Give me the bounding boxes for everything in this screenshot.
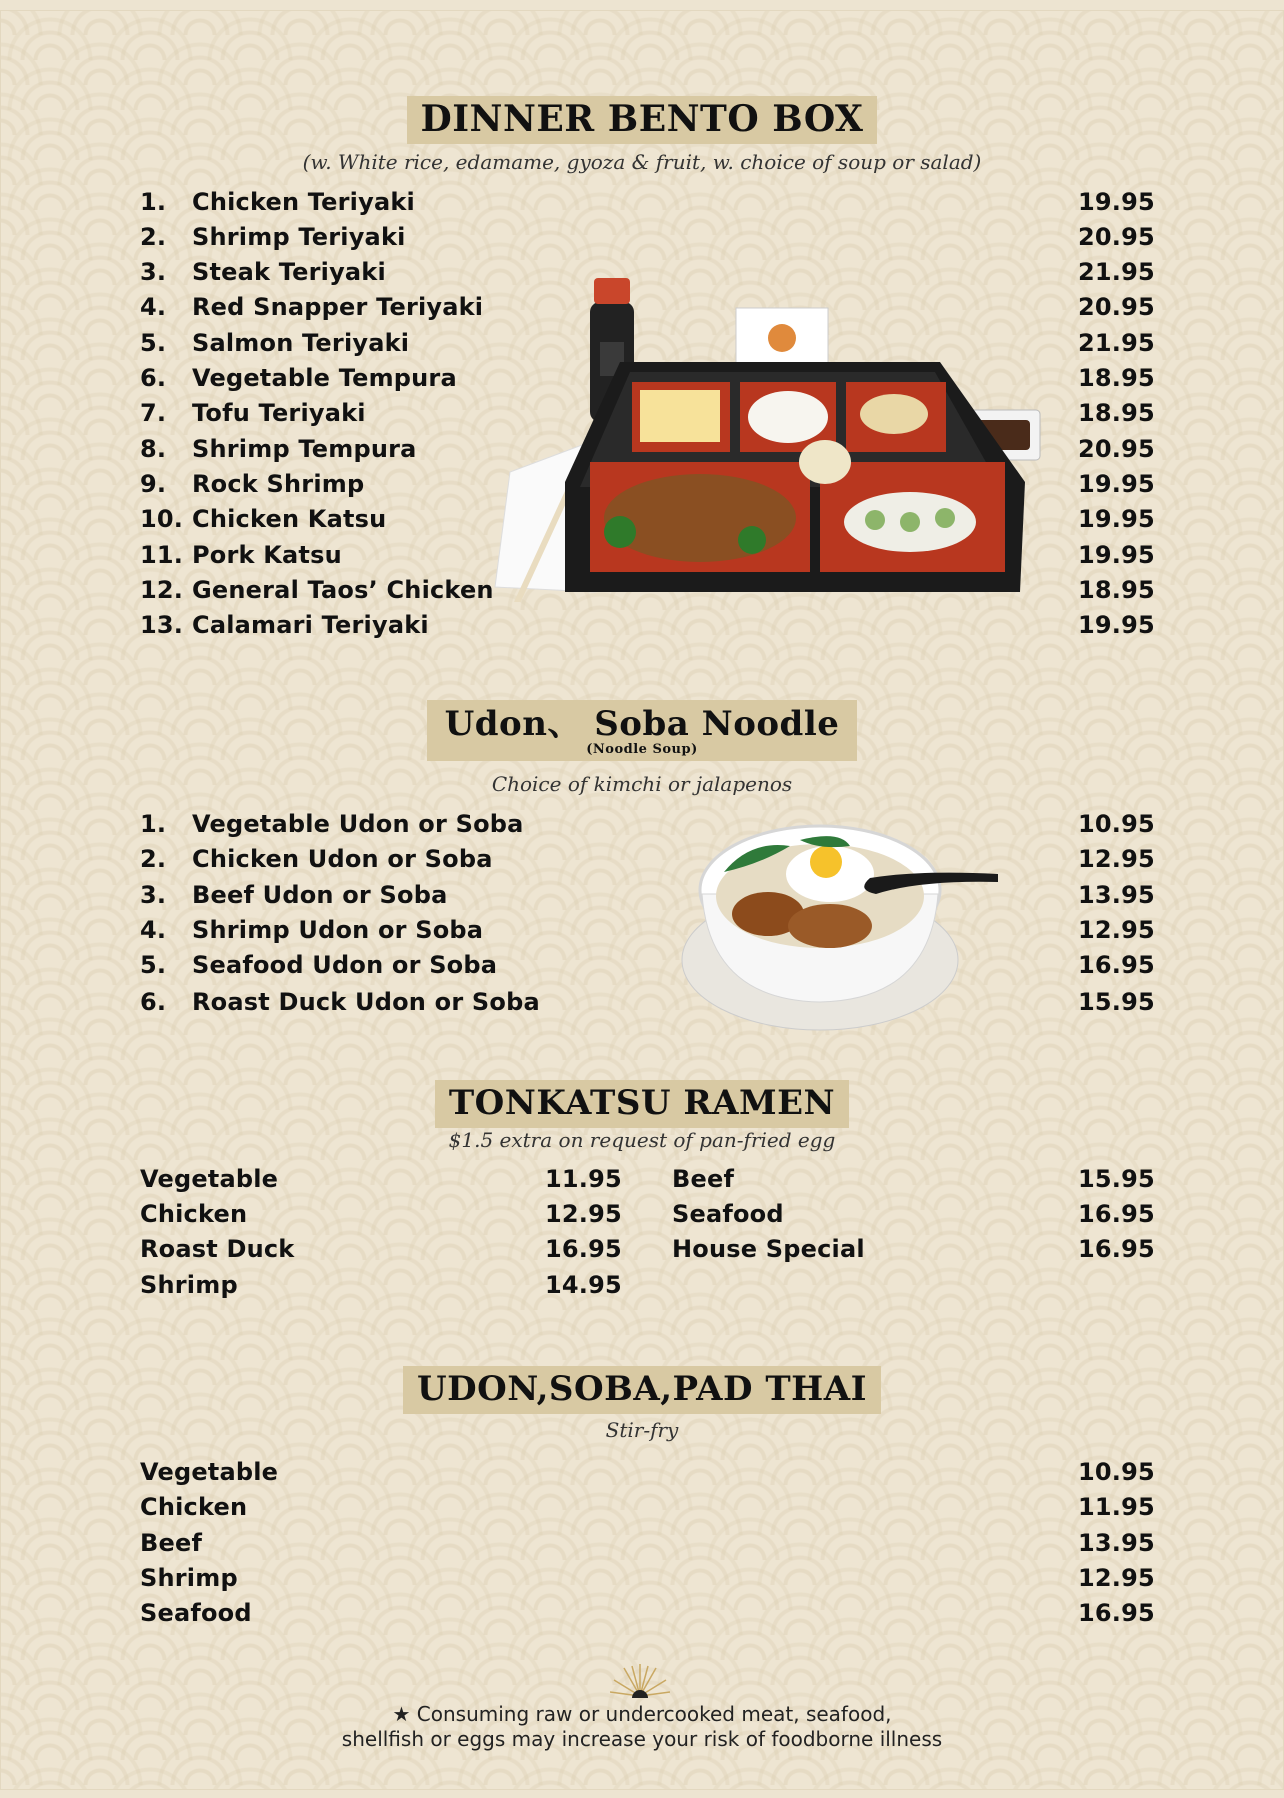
footer-warning <box>0 1702 1284 1752</box>
stirfry-header <box>0 1366 1284 1414</box>
noodle-title-band <box>427 700 858 761</box>
bento-header <box>0 96 1284 144</box>
footer-line-2: shellfish or eggs may increase your risk of foodborne illness <box>341 1727 943 1751</box>
noodle-title-small: (Noodle Soup) <box>586 742 698 757</box>
bento-box-photo <box>490 272 1060 602</box>
list-item: House Special 16.95 <box>672 1235 1155 1263</box>
list-item: Shrimp 12.95 <box>140 1564 1155 1592</box>
footer-line-1: ★ Consuming raw or undercooked meat, seafood, <box>392 1702 892 1726</box>
bento-title: DINNER BENTO BOX <box>407 96 878 144</box>
list-item: Chicken 11.95 <box>140 1493 1155 1521</box>
noodle-title: Udon、 Soba Noodle <box>444 704 840 744</box>
list-item: Seafood 16.95 <box>672 1200 1155 1228</box>
noodle-header <box>0 700 1284 761</box>
ramen-title: TONKATSU RAMEN <box>435 1080 849 1128</box>
list-item: Beef 13.95 <box>140 1529 1155 1557</box>
list-item: Roast Duck 16.95 <box>140 1235 622 1263</box>
menu-page: DINNER BENTO BOX (w. White rice, edamame, gyoza & fruit, w. choice of soup or salad) 1. Chicken Teriyaki 19.95 2. Shrimp Teriyaki 20.95 3. Steak Teriyaki 21.95 4. Red Snapper Teriyaki 20.95 5. Salmon Teriyaki 21.95 6. Vegetable Tempura 18.95 7. Tofu Teriyaki 18.95 8. Shrimp Tempura 20.95 9. Rock Shrimp 19.95 10. Chicken Katsu 19.95 11. Pork Katsu 19.95 12. General Taos’ Chicken 18.95 13. Calamari Teriyaki 19.95 Udon、 Soba Noodle (Noodle Soup) Choice of kimchi or jalapenos 1. Vegetable Udon or Soba 10.95 2. Chicken Udon or Soba 12.95 3. Beef Udon or Soba 13.95 4. Shrimp Udon or Soba 12.95 5. Seafood Udon or Soba 16.95 6. Roast Duck Udon or Soba 15.95 TONKATSU RAMEN $1.5 extra on request of pan-fried egg Vegetable 11.95 Chicken 12.95 Roast Duck 16.95 Shrimp 14.95 Beef 15.95 Seafood 16.95 House Special 16.95 UDON,SOBA,PAD THAI Stir-fry Vegetable 10.95 Chicken 11.95 Beef 13.95 Shrimp 12.95 Seafood 16.95 ★ Consuming raw or undercooked meat, seafood, shellfish or eggs may increase your risk of foodborne illness <box>0 10 1284 1790</box>
list-item: Beef 15.95 <box>672 1165 1155 1193</box>
list-item: Chicken 12.95 <box>140 1200 622 1228</box>
ramen-subtitle: $1.5 extra on request of pan-fried egg <box>448 1128 836 1152</box>
list-item: Vegetable 10.95 <box>140 1458 1155 1486</box>
noodle-subtitle: Choice of kimchi or jalapenos <box>491 772 793 796</box>
list-item: Seafood 16.95 <box>140 1599 1155 1627</box>
list-item: Vegetable 11.95 <box>140 1165 622 1193</box>
stirfry-title: UDON,SOBA,PAD THAI <box>403 1366 881 1414</box>
bento-subtitle: (w. White rice, edamame, gyoza & fruit, w. choice of soup or salad) <box>302 150 982 174</box>
list-item: Shrimp 14.95 <box>140 1271 622 1299</box>
sunburst-icon <box>610 1662 670 1700</box>
ramen-header <box>0 1080 1284 1128</box>
noodle-bowl-photo <box>680 810 1000 1040</box>
stirfry-subtitle: Stir-fry <box>605 1418 679 1442</box>
